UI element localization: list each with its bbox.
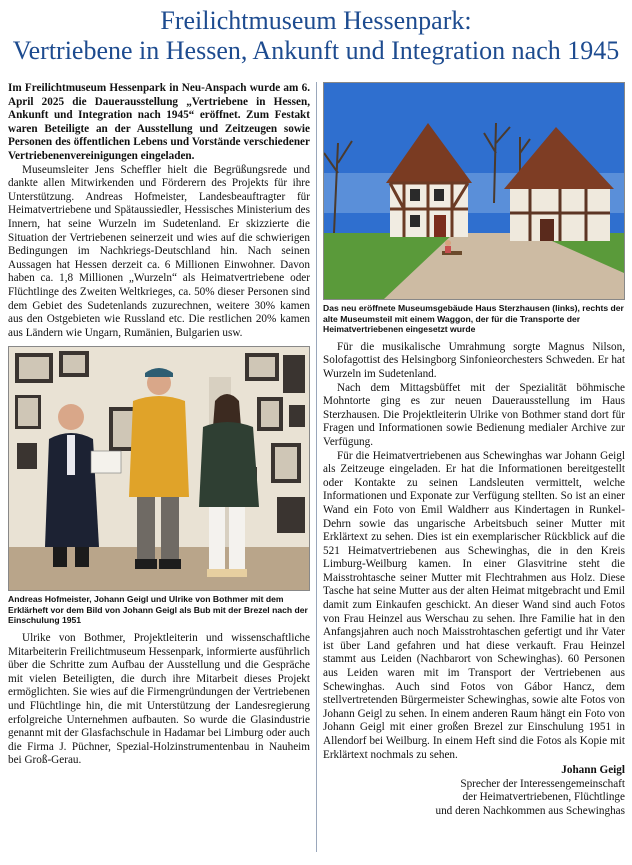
paragraph: Für die musikalische Umrahmung sorgte Magnus Nilson, Solofagottist des Helsingborg Sinfonieorchesters Schweden. Er hat Wurzeln im Sudetenland. [323, 340, 625, 380]
left-column [8, 82, 310, 768]
right-column [323, 82, 625, 819]
lead-paragraph: Im Freilichtmuseum Hessenpark in Neu-Anspach wurde am 6. April 2025 die Dauerausstellung „Vertriebene in Hessen, Ankunft und Integration nach 1945“ eröffnet. Zum Festakt waren Beteiligte an der Ausstellung und Zeitzeugen sowie Personen des öffentlichen Lebens und Vorstände verschiedener Vertriebenenvereinigungen eingeladen. [8, 82, 310, 162]
paragraph: Museumsleiter Jens Scheffler hielt die Begrüßungsrede und dankte allen Mitwirkenden und Förderern des Projekts für ihre Unterstützung. Andreas Hofmeister, Landesbeauftragter für Heimatvertriebene und Spätaussiedler, Hessisches Ministerium des Innern, hat seine Wurzeln im Sudetenland. Er skizzierte die Situation der Vertriebenen seinerzeit und wies auf die schwierigen Bedingungen im Nachkriegs-Deutschland hin. Nach seinen Aussagen hat Hessen derzeit ca. 6 Millionen Einwohner. Davon haben ca. 1,8 Millionen „Wurzeln“ als Heimatvertriebene oder Flüchtlinge des Zweiten Weltkrieges, ca. 50% dieser Personen sind dem Gebiet des Sudetenlands zuzurechnen, weitere 30% kamen aus den Ostgebieten wie Russland etc. Die restlichen 20% kamen aus Ländern wie Ungarn, Rumänien, Bulgarien usw. [8, 163, 310, 339]
paragraph: Nach dem Mittagsbüffet mit der Spezialität böhmische Mohntorte ging es zur neuen Dauerausstellung im Haus Sterzhausen. Die Projektleiterin Ulrike von Bothmer stand dort für Fragen und Informationen sowie Bedienung medialer Archive zur Verfügung. [323, 381, 625, 448]
signature-role: der Heimatvertriebenen, Flüchtlinge [462, 791, 625, 804]
photo-portrait-image [9, 347, 309, 590]
signature-name: Johann Geigl [561, 764, 625, 777]
photo-buildings-image [324, 83, 624, 299]
photo-buildings-caption: Das neu eröffnete Museumsgebäude Haus Sterzhausen (links), rechts der alte Museumsteil mit einem Waggon, der für die Transporte der Heimatvertriebenen eingesetzt wurde [323, 303, 624, 335]
photo-portrait-caption: Andreas Hofmeister, Johann Geigl und Ulrike von Bothmer mit dem Erklärheft vor dem Bild von Johann Geigl als Bub mit der Brezel nach der Einschulung 1951 [8, 594, 308, 626]
paragraph: Für die Heimatvertriebenen aus Schewinghas war Johann Geigl als Zeitzeuge eingeladen. Er hat die Informationen bereitgestellt oder Kontakte zu seinen Landsleuten vermittelt, welche Informationen und Exponate zur Verfügung stellten. So ist an einer Wand ein Foto von Emil Waldherr aus Kindertagen in Runkel-Dehrn sowie das ungarische Arbeitsbuch seiner Mutter mit Erklärtext zu sehen. Dies ist ein exemplarischer Rückblick auf die 521 Heimatvertriebenen aus Schewinghas, die in den Kreis Limburg-Weilburg kamen. In einer Glasvitrine steht die Maisstrohtasche seiner Mutter mit Flechtrahmen aus Holz. Diese Tasche hat seine Mutter aus der alten Heimat mitgebracht und Emil damit zum Einkaufen geschickt. An dieser Wand sind auch Fotos von Frau Heinzel aus Werschau zu sehen. Ihre Familie hat in den Anfangsjahren auch noch Maisstrohtaschen gefertigt und ihr Vater ist über Land gefahren und hat diese verkauft. Frau Heinzel stammt aus Leiden (Nachbarort von Schewinghas). 60 Personen aus Leiden waren mit im Transport der Vertriebenen aus Schewinghas. Auch sind Fotos von Gábor Hancz, dem stellvertretenden Bürgermeister Schewinghas, sowie alte Fotos von Johann Geigl zu sehen. In einem anderen Raum hängt ein Foto von Johann Geigl mit einer großen Brezel zur Einschulung 1951 in Allendorf bei Weilburg. In einem Heft sind die Fotos als Kopie mit Erklärtext nochmals zu sehen. [323, 449, 625, 761]
paragraph: Ulrike von Bothmer, Projektleiterin und wissenschaftliche Mitarbeiterin Freilichtmuseum Hessenpark, informierte ausführlich über die Schritte zum Aufbau der Ausstellung und die Gespräche mit vielen Beteiligten, die durch ihre Mitarbeit dieses Projekt ermöglichten. Sie wies auf die Firmengründungen der Vertriebenen und Flüchtlinge hin, die mit Unterstützung der Landesregierung erfolgreiche Unternehmen aufbauten. So wurde die Glasindustrie genannt mit der Glasfachschule in Hadamar bei Limburg oder auch die Firma J. Püchner, Spezial-Holzinstrumentenbau in Nauheim bei Groß-Gerau. [8, 632, 310, 767]
photo-portrait [8, 346, 310, 591]
photo-buildings [323, 82, 625, 300]
headline-line-2: Vertriebene in Hessen, Ankunft und Integration nach 1945 [12, 36, 620, 65]
signature-role: und deren Nachkommen aus Schewinghas [435, 804, 625, 817]
headline-line-1: Freilichtmuseum Hessenpark: [160, 6, 472, 35]
headline [0, 6, 632, 66]
column-divider [316, 82, 317, 852]
signature-role: Sprecher der Interessengemeinschaft [460, 777, 625, 790]
